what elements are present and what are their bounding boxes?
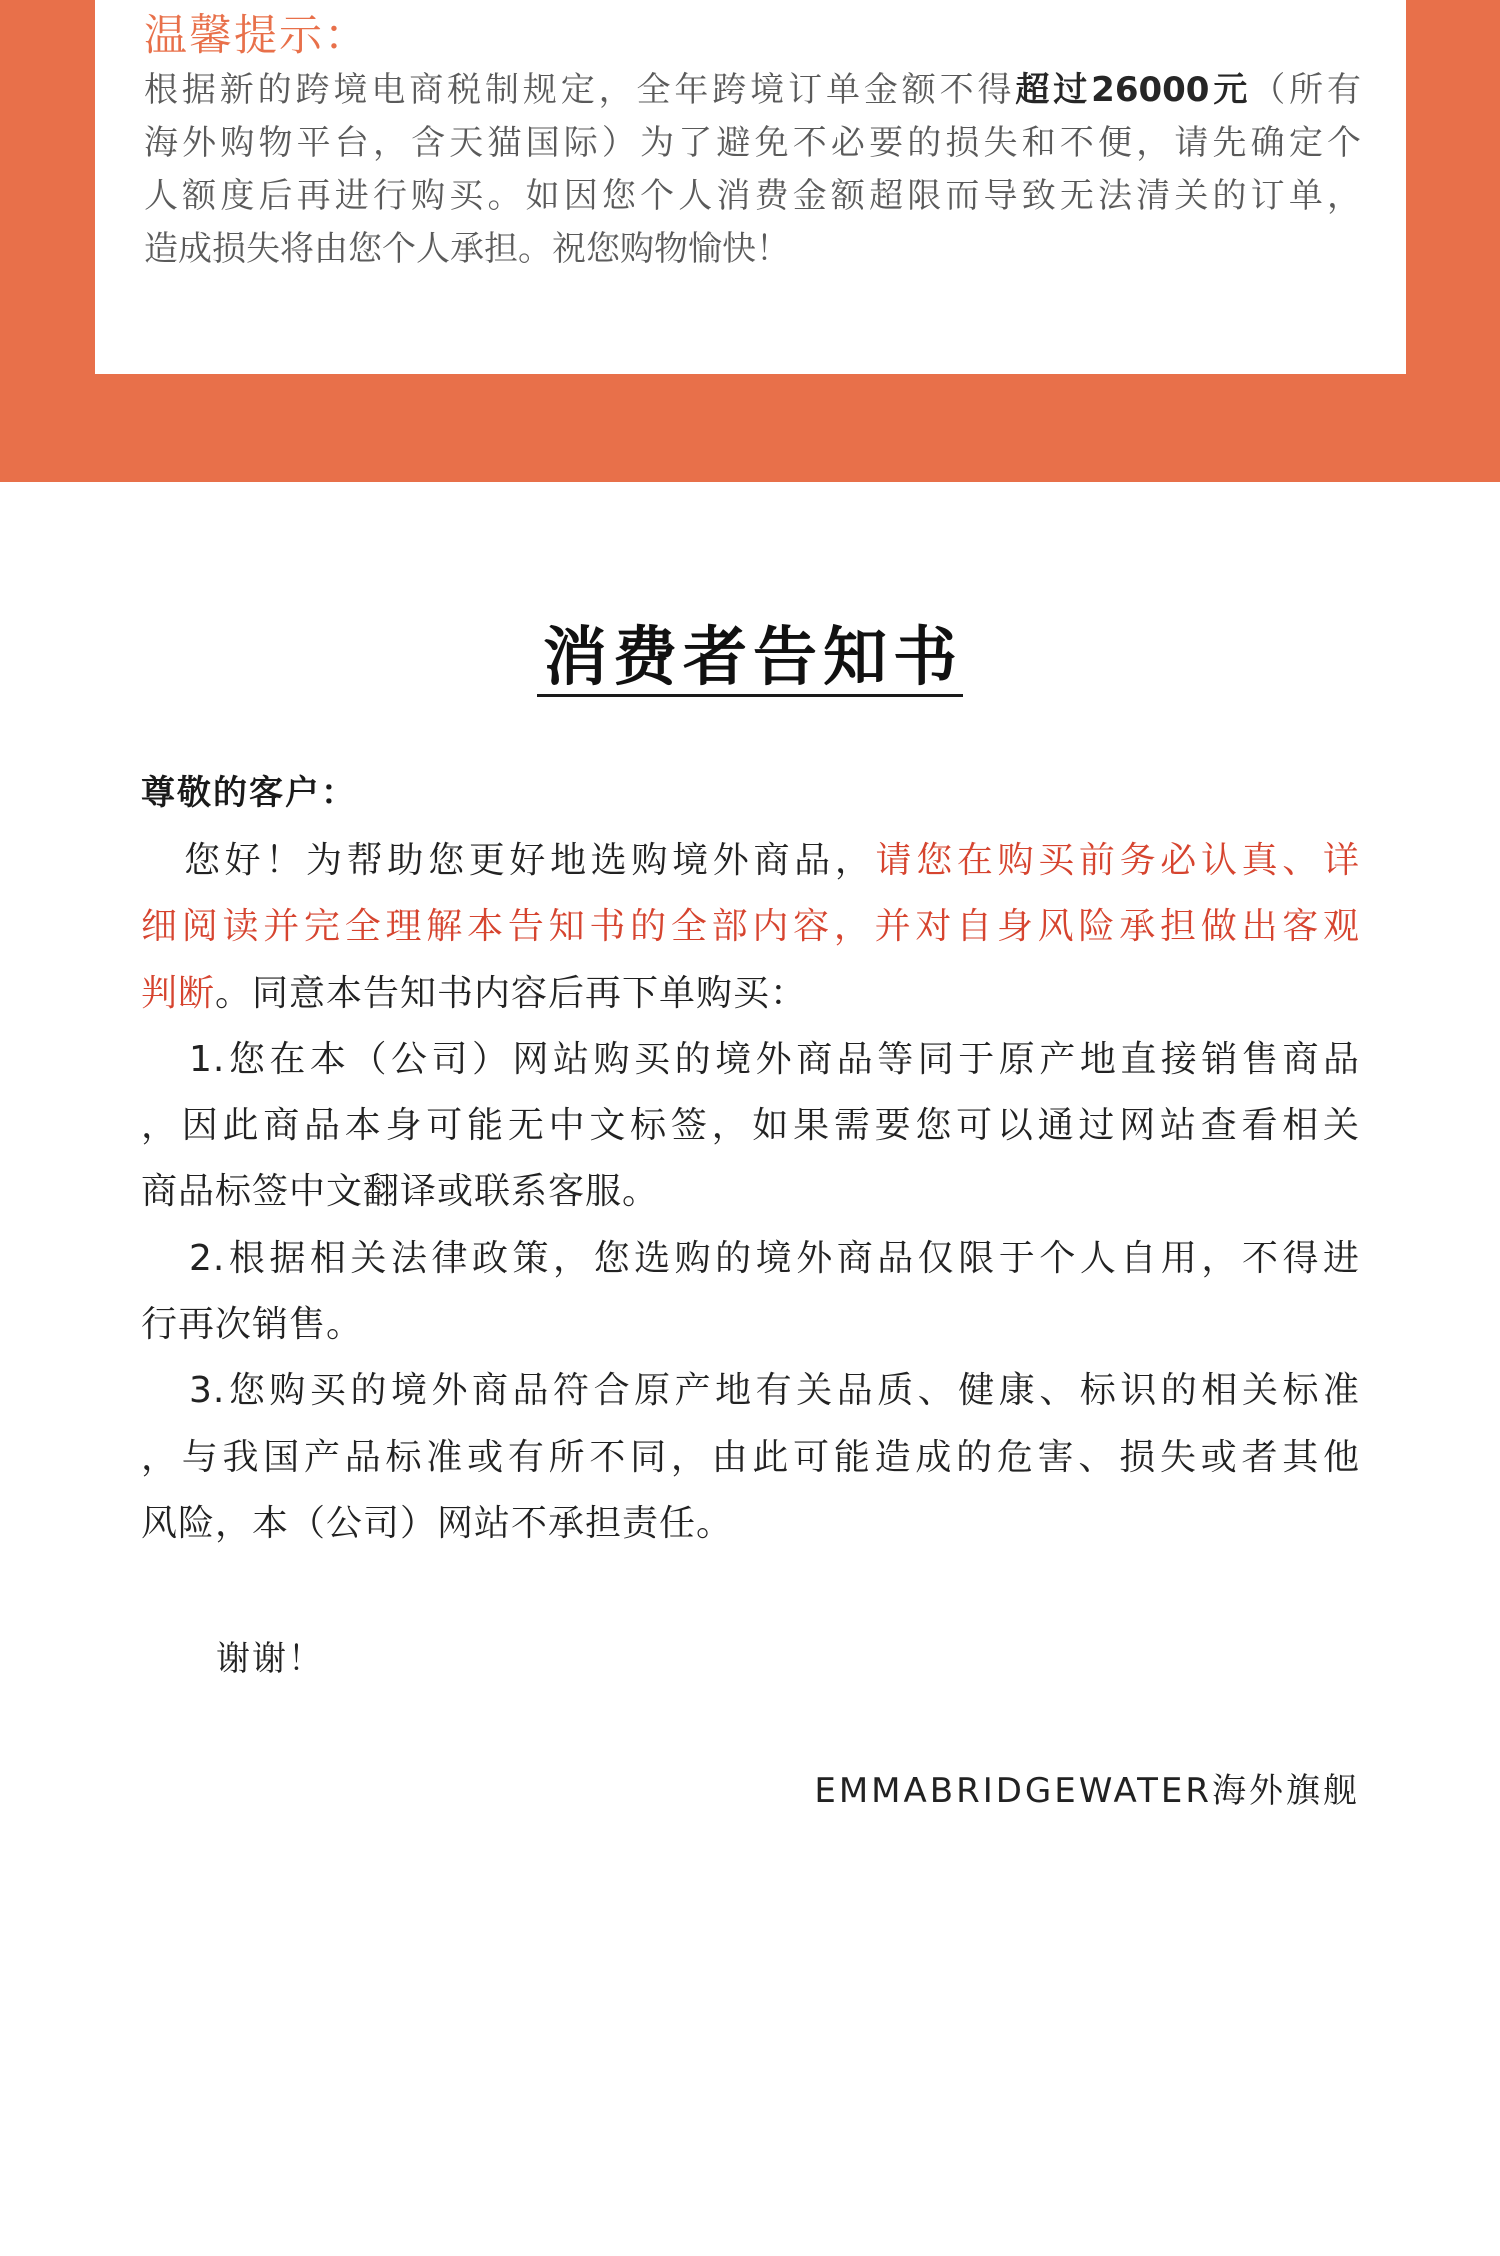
notice-line-text: 根据新的跨境电商税制规定，全年跨境订单金额不得: [144, 70, 1016, 110]
notice-banner: [0, 0, 1500, 482]
notice-line: 造成损失将由您个人承担。祝您购物愉快！: [144, 229, 790, 269]
notice-line-tail: （所有: [1251, 70, 1361, 110]
intro-line: [141, 961, 1360, 1027]
item-3-line: 风险，本（公司）网站不承担责任。: [141, 1502, 734, 1544]
intro-highlight-line: 细阅读并完全理解本告知书的全部内容，并对自身风险承担做出客观: [141, 906, 1360, 948]
item-2-line: 2.根据相关法律政策，您选购的境外商品仅限于个人自用，不得进: [189, 1237, 1360, 1279]
notice-line: 人额度后再进行购买。如因您个人消费金额超限而导致无法清关的订单，: [144, 176, 1361, 216]
letter-body: [141, 828, 1360, 1557]
intro-highlight: 判断: [141, 972, 216, 1014]
item-1-line: ，因此商品本身可能无中文标签，如果需要您可以通过网站查看相关: [141, 1105, 1360, 1147]
notice-body: [144, 64, 1361, 276]
intro-text: 。同意本告知书内容后再下单购买：: [215, 972, 808, 1014]
notice-card: [95, 0, 1406, 374]
item-2-line: 行再次销售。: [141, 1304, 364, 1346]
intro-line: [141, 828, 1360, 894]
item-1-line: 1.您在本（公司）网站购买的境外商品等同于原产地直接销售商品: [189, 1038, 1360, 1080]
item-3-line: ，与我国产品标准或有所不同，由此可能造成的危害、损失或者其他: [141, 1436, 1360, 1478]
item-3-line: 3.您购买的境外商品符合原产地有关品质、健康、标识的相关标准: [189, 1370, 1360, 1412]
notice-amount-limit: 超过26000元: [1015, 70, 1252, 110]
notice-line: 海外购物平台，含天猫国际）为了避免不必要的损失和不便，请先确定个: [144, 123, 1361, 163]
notice-heading: 温馨提示：: [144, 11, 369, 61]
intro-text: 您好！为帮助您更好地选购境外商品，: [184, 840, 876, 881]
item-1-line: 商品标签中文翻译或联系客服。: [141, 1171, 660, 1213]
notice-line: [144, 64, 1361, 117]
letter-thanks: 谢谢！: [216, 1639, 324, 1679]
letter-title-wrap: [0, 621, 1500, 697]
intro-highlight: 请您在购买前务必认真、详: [875, 840, 1360, 881]
letter-salutation: 尊敬的客户：: [141, 773, 357, 813]
letter-title: 消费者告知书: [537, 626, 963, 697]
letter-signature: EMMABRIDGEWATER海外旗舰: [814, 1771, 1360, 1811]
